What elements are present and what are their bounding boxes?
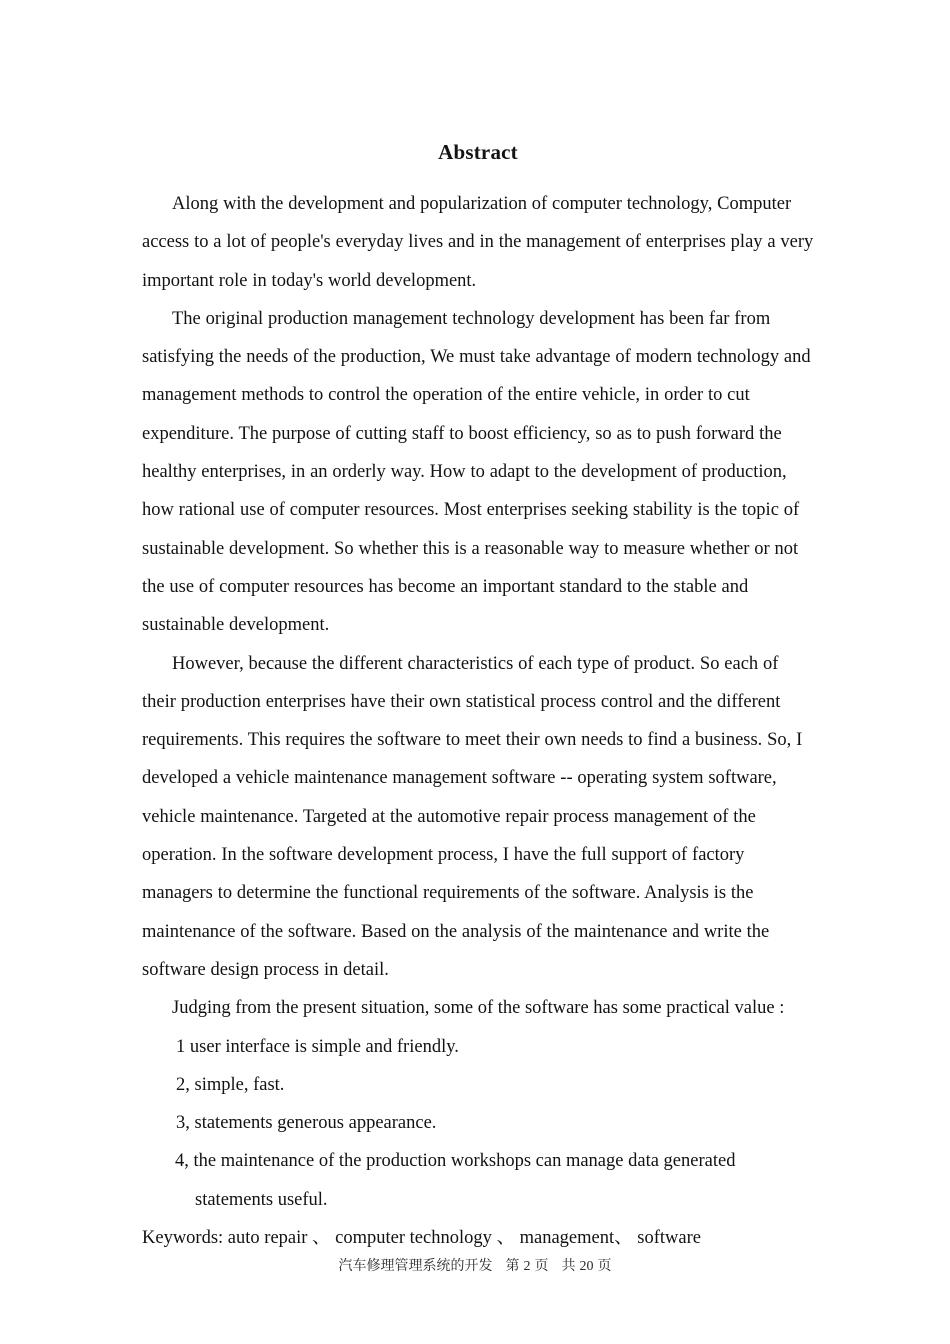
abstract-paragraph-1: Along with the development and popularization of computer technology, Computer access to a lot of people's everyday lives and in the management of enterprises play a very important role in today's world development. <box>142 194 814 291</box>
list-item: 1 user interface is simple and friendly. <box>176 1036 459 1057</box>
page-title: Abstract <box>438 140 518 164</box>
practical-value-list <box>142 1028 814 1219</box>
footer-total-prefix: 共 <box>561 1259 576 1274</box>
practical-value-lead-in: Judging from the present situation, some of the software has some practical value : <box>172 998 785 1019</box>
list-item <box>142 1142 814 1219</box>
footer-document-name: 汽车修理管理系统的开发 <box>338 1259 493 1274</box>
document-body <box>142 133 814 1257</box>
footer-page-suffix: 页 <box>534 1259 549 1274</box>
page-footer <box>0 1256 950 1278</box>
abstract-paragraph-3: However, because the different characteristics of each type of product. So each of their production enterprises have their own statistical process control and the different requirements. This requires the software to meet their own needs to find a business. So, I developed a vehicle maintenance management software -- operating system software, vehicle maintenance. Targeted at the automotive repair process management of the operation. In the software development process, I have the full support of factory managers to determine the functional requirements of the software. Analysis is the maintenance of the software. Based on the analysis of the maintenance and write the software design process in detail. <box>142 653 803 980</box>
footer-total-suffix: 页 <box>597 1259 612 1274</box>
footer-total-pages: 20 <box>579 1259 594 1274</box>
list-item: 3, statements generous appearance. <box>176 1113 437 1134</box>
list-item-line-2: statements useful. <box>195 1189 328 1210</box>
footer-page-prefix: 第 <box>505 1259 520 1274</box>
list-item: 2, simple, fast. <box>176 1074 285 1095</box>
list-item-line-1: 4, the maintenance of the production workshops can manage data generated <box>175 1151 736 1172</box>
footer-page-number: 2 <box>523 1259 531 1274</box>
abstract-paragraph-2: The original production management technology development has been far from satisfying the needs of the production, We must take advantage of modern technology and management methods to control the operation of the entire vehicle, in order to cut expenditure. The purpose of cutting staff to boost efficiency, so as to push forward the healthy enterprises, in an orderly way. How to adapt to the development of production, how rational use of computer resources. Most enterprises seeking stability is the topic of sustainable development. So whether this is a reasonable way to measure whether or not the use of computer resources has become an important standard to the stable and sustainable development. <box>142 308 811 636</box>
keywords-line: Keywords: auto repair 、 computer technology 、 management、 software <box>142 1228 701 1249</box>
